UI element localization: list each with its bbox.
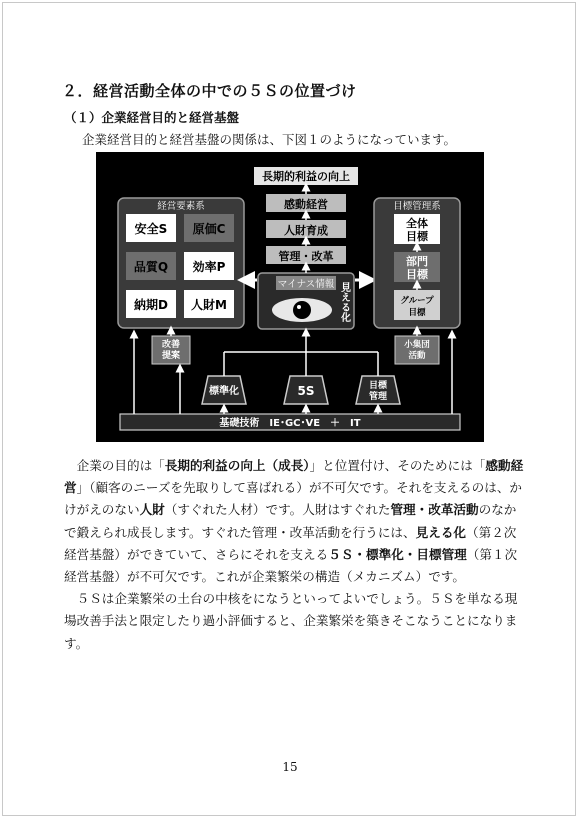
figure-1-diagram <box>96 152 484 442</box>
cell-quality-label: 品質Q <box>133 260 169 274</box>
top-goal-label: 長期的利益の向上 <box>262 170 350 183</box>
center-label-3: 管理・改革 <box>278 250 334 263</box>
body-text <box>64 455 524 655</box>
center-label-1: 感動経営 <box>284 198 328 211</box>
goal-management-label: 目標管理 <box>368 381 388 402</box>
section-title: ２．経営活動全体の中での５Ｓの位置づけ <box>62 82 357 100</box>
foundation-label: 基礎技術 IE･GC･VE ＋ IT <box>219 418 361 429</box>
cell-delivery-label: 納期D <box>134 298 168 312</box>
standardization-label: 標準化 <box>209 386 239 397</box>
group-goal-label: グループ目標 <box>400 296 434 318</box>
minus-info-label: マイナス情報 <box>277 279 335 290</box>
small-group-label: 小集団活動 <box>404 340 430 361</box>
intro-text: 企業経営目的と経営基盤の関係は、下図１のようになっています。 <box>82 132 457 147</box>
cell-people-label: 人財M <box>191 298 227 312</box>
page-number: 15 <box>282 760 298 774</box>
cell-safety-label: 安全S <box>134 222 168 236</box>
cell-efficiency-label: 効率P <box>192 260 226 274</box>
left-panel-title: 経営要素系 <box>157 201 205 212</box>
five-s-label: 5S <box>297 384 315 398</box>
visibility-label: 見える化 <box>338 282 350 322</box>
right-panel-title: 目標管理系 <box>393 201 441 212</box>
paragraph-1: 企業の目的は「長期的利益の向上（成長）」と位置付け、そのためには「感動経営」（顧客のニーズを先取りして喜ばれる）が不可欠です。それを支えるのは、かけがえのない人財（すぐれた人材）です。人財はすぐれた管理・改革活動のなかで鍛えられ成長します。すぐれた管理・改革活動を行うには、見える化（第２次経営基盤）ができていて、さらにそれを支える５Ｓ・標準化・目標管理（第１次経営基盤）が不可欠です。これが企業繁栄の構造（メカニズム）です。 <box>64 458 524 585</box>
paragraph-2: ５Ｓは企業繁栄の土台の中核をになうといってよいでしょう。５Ｓを単なる現場改善手法と限定したり過小評価すると、企業繁栄を築きそこなうことになります。 <box>64 591 518 651</box>
cell-cost-label: 原価C <box>192 222 226 236</box>
dept-goal-label: 部門目標 <box>406 255 428 281</box>
overall-goal-label: 全体目標 <box>406 217 428 243</box>
kaizen-proposal-label: 改善提案 <box>161 340 181 361</box>
center-label-2: 人財育成 <box>284 224 328 237</box>
subsection-title: （１）企業経営目的と経営基盤 <box>64 110 240 125</box>
